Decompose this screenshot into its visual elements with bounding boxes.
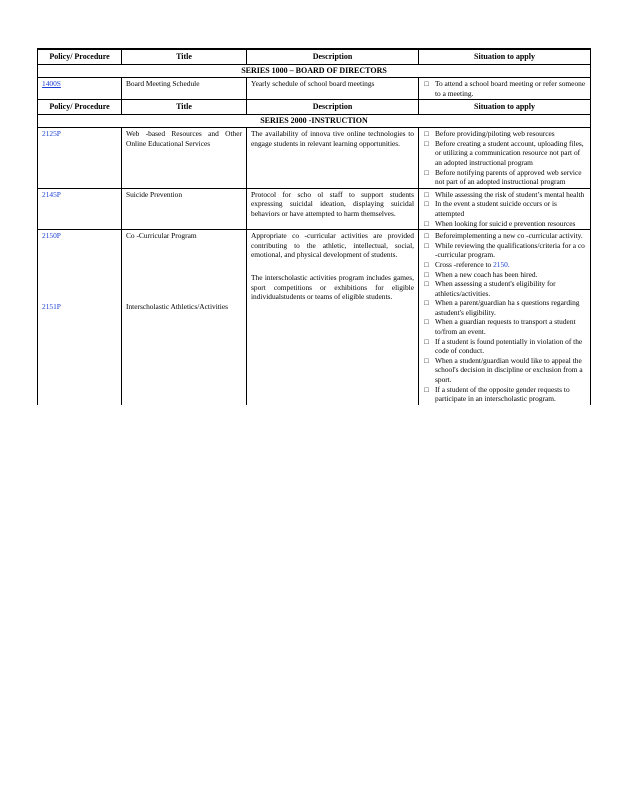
header-policy: Policy/ Procedure xyxy=(38,49,122,65)
situation-list xyxy=(423,190,586,228)
table-row xyxy=(38,188,591,229)
crossref-link-2150[interactable]: 2150. xyxy=(493,259,510,269)
bullet-icon: □ xyxy=(424,138,429,148)
bullet-icon: □ xyxy=(424,218,429,228)
list-item: □ When looking for suicid e prevention resources xyxy=(424,218,576,228)
policy-link-1400s[interactable]: 1400S xyxy=(42,79,61,88)
policy-title-2151: Interscholastic Athletics/Activities xyxy=(126,301,229,311)
bullet-icon: □ xyxy=(424,231,429,241)
header-policy: Policy/ Procedure xyxy=(38,100,122,115)
policy-description: Yearly schedule of school board meetings xyxy=(247,78,419,100)
table-row xyxy=(38,78,591,100)
situation-list xyxy=(423,79,586,98)
policy-title-2150: Co -Curricular Program xyxy=(126,231,197,241)
bullet-icon: □ xyxy=(424,167,429,177)
bullet-icon: □ xyxy=(424,259,429,269)
bullet-icon: □ xyxy=(424,199,429,209)
bullet-icon: □ xyxy=(424,279,429,289)
table-row xyxy=(38,128,591,189)
policy-description: Protocol for scho ol staff to support students expressing suicidal ideation, displaying suicidal behaviors or have attempted to harm themselves. xyxy=(247,188,419,229)
policy-title: Web -based Resources and Other Online Educational Services xyxy=(122,128,247,189)
situation-list xyxy=(423,231,586,404)
policy-link-2145p[interactable]: 2145P xyxy=(42,189,61,199)
list-item: □ If a student of the opposite gender requests to participate in an interscholastic program. xyxy=(424,384,570,404)
policy-title: Suicide Prevention xyxy=(122,188,247,229)
list-item: □ While reviewing the qualifications/criteria for a co -curricular program. xyxy=(424,240,585,260)
list-item: □ When a parent/guardian ha s questions regarding astudent's eligibility. xyxy=(424,298,580,317)
table-row xyxy=(38,230,591,405)
bullet-icon: □ xyxy=(424,240,429,250)
bullet-icon: □ xyxy=(424,336,429,346)
header-description: Description xyxy=(247,100,419,115)
header-row xyxy=(38,100,591,115)
list-item: □ Before providing/piloting web resources xyxy=(424,129,555,139)
policy-description-2150: Appropriate co -curricular activities are provided contributing to the athletic, intellectual, social, emotional, and physical development of students. xyxy=(251,231,414,260)
list-item: □ If a student is found potentially in violation of the code of conduct. xyxy=(424,336,583,356)
list-item: □ When a student/guardian would like to appeal the school's decision in discipline or exclusion from a sport. xyxy=(424,355,583,385)
header-title: Title xyxy=(122,100,247,115)
bullet-icon: □ xyxy=(424,129,429,139)
list-item: □ When a guardian requests to transport a student to/from an event. xyxy=(424,317,576,337)
bullet-icon: □ xyxy=(424,79,429,88)
series-row xyxy=(38,115,591,128)
list-item: □ Before notifying parents of approved web service not part of an adopted instructional program xyxy=(424,167,582,187)
list-item: □ Beforeimplementing a new co -curricular activity. xyxy=(424,231,583,241)
bullet-icon: □ xyxy=(424,189,429,199)
policy-description: The availability of innova tive online technologies to engage students in relevant learning opportunities. xyxy=(247,128,419,189)
list-item: □ When a new coach has been hired. xyxy=(424,269,538,279)
header-situation: Situation to apply xyxy=(419,100,591,115)
policy-title: Board Meeting Schedule xyxy=(122,78,247,100)
header-situation: Situation to apply xyxy=(419,49,591,65)
series-row xyxy=(38,65,591,78)
policy-link-2150p[interactable]: 2150P xyxy=(42,231,61,241)
bullet-icon: □ xyxy=(424,298,429,308)
list-item: □ Before creating a student account, uploading files, or utilizing a communication resource not part of an adopted instructional program xyxy=(424,138,584,167)
bullet-icon: □ xyxy=(424,355,429,365)
policy-link-2151p[interactable]: 2151P xyxy=(42,301,61,311)
list-item: □ Cross -reference to 2150. xyxy=(424,259,510,269)
list-item: □ When assessing a student's eligibility for athletics/activities. xyxy=(424,279,556,298)
list-item: □ To attend a school board meeting or refer someone to a meeting. xyxy=(424,79,586,98)
header-row xyxy=(38,49,591,65)
policy-link-2125p[interactable]: 2125P xyxy=(42,129,61,139)
situation-list xyxy=(423,129,586,187)
series-1000-heading: SERIES 1000 – BOARD OF DIRECTORS xyxy=(38,65,591,78)
policy-table xyxy=(37,48,591,405)
header-description: Description xyxy=(247,49,419,65)
series-2000-heading: SERIES 2000 -INSTRUCTION xyxy=(38,115,591,128)
list-item: □ While assessing the risk of student’s mental health xyxy=(424,189,585,199)
bullet-icon: □ xyxy=(424,317,429,327)
list-item: □ In the event a student suicide occurs or is attempted xyxy=(424,199,557,218)
bullet-icon: □ xyxy=(424,384,429,394)
bullet-icon: □ xyxy=(424,269,429,279)
policy-description-2151: The interscholastic activities program includes games, sport competitions or exhibitions for eligible individualstudents or teams of eligible students. xyxy=(251,272,414,302)
header-title: Title xyxy=(122,49,247,65)
